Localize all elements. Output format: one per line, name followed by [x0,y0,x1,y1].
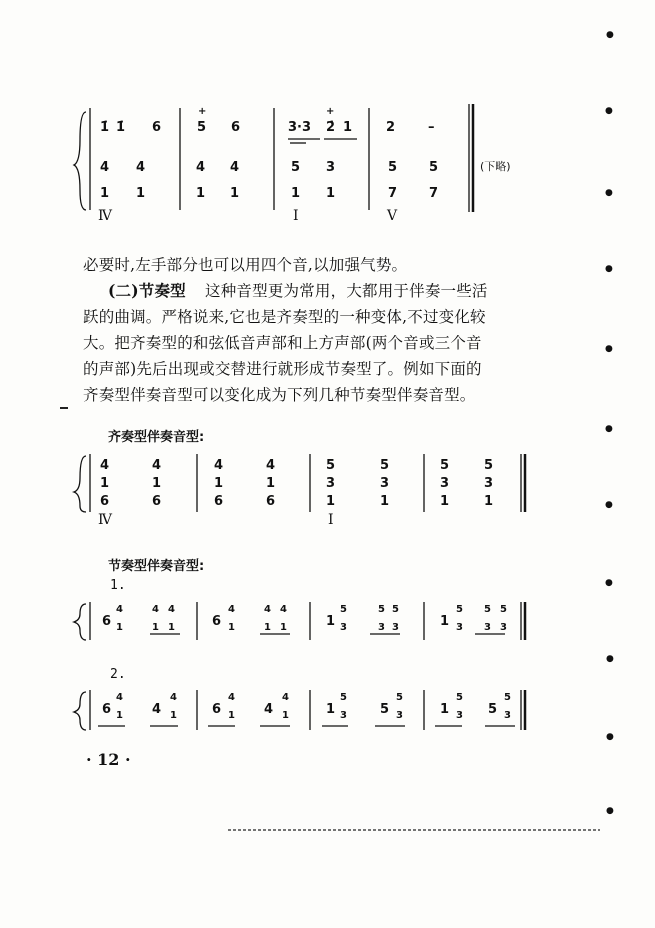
score-2-note: 4 [266,458,276,473]
text-line-2: (二)节奏型 这种音型更为常用，大都用于伴奏一些活 [108,281,488,300]
plus-mark-2: + [326,106,335,117]
note-2: 2̇ [326,120,336,135]
score-2-note: 4 [152,458,162,473]
example-1-label: 1. [110,578,126,593]
note-1-2: 1̇ [116,120,126,135]
score-2-note: 5 [440,458,450,473]
text-line-3: 跃的曲调。严格说来,它也是齐奏型的一种变体,不过变化较 [83,308,486,326]
chord-iv-2: Ⅳ [98,512,112,528]
chord-v: Ⅴ [387,208,398,224]
score-2-note: 3 [484,476,494,491]
score-2-note: 6 [214,494,224,509]
plus-mark: + [198,106,207,117]
chord-iv: Ⅳ [98,208,112,224]
section-heading: (二)节奏型 [108,281,186,300]
score-2-note: 1 [100,476,110,491]
score-2-note: 6 [152,494,162,509]
note-1b: 1 [343,120,353,135]
chord-i-2: Ⅰ [328,512,334,528]
score-2-note: 1 [152,476,162,491]
score-2-note: 1 [440,494,450,509]
score-2-note: 5 [380,458,390,473]
dim-note: (下略) [480,160,511,173]
example-2-label: 2. [110,667,126,682]
text-line-1: 必要时,左手部分也可以用四个音,以加强气势。 [83,256,408,274]
score-2-note: 1 [326,494,336,509]
note-3-3: 3·3 [288,120,312,135]
note-1-1: 1̇ [100,120,110,135]
dash: – [428,120,435,135]
score-2-caption: 齐奏型伴奏音型: [108,430,205,445]
chord-i: Ⅰ [293,208,299,224]
page-number: · 12 · [86,750,131,769]
score-2-note: 6 [266,494,276,509]
score-2-note: 3 [380,476,390,491]
score-2-note: 1 [266,476,276,491]
note-6: 6 [152,120,162,135]
score-2-note: 4 [100,458,110,473]
text-line-4: 大。把齐奏型的和弦低音声部和上方声部(两个音或三个音 [83,334,482,352]
score-2-note: 5 [326,458,336,473]
note-5: 5 [197,120,207,135]
score-2-note: 3 [326,476,336,491]
score-2-note: 1 [380,494,390,509]
text-line-5: 的声部)先后出现或交替进行就形成节奏型了。例如下面的 [83,360,482,378]
score-3-caption: 节奏型伴奏音型: [108,559,205,574]
note-2b: 2 [386,120,396,135]
score-2-note: 6 [100,494,110,509]
score-2-note: 3 [440,476,450,491]
score-2-note: 5 [484,458,494,473]
note-6b: 6 [231,120,241,135]
score-2-note: 4 [214,458,224,473]
score-2-note: 1 [484,494,494,509]
text-line-6: 齐奏型伴奏音型可以变化成为下列几种节奏型伴奏音型。 [83,386,476,404]
score-2-note: 1 [214,476,224,491]
